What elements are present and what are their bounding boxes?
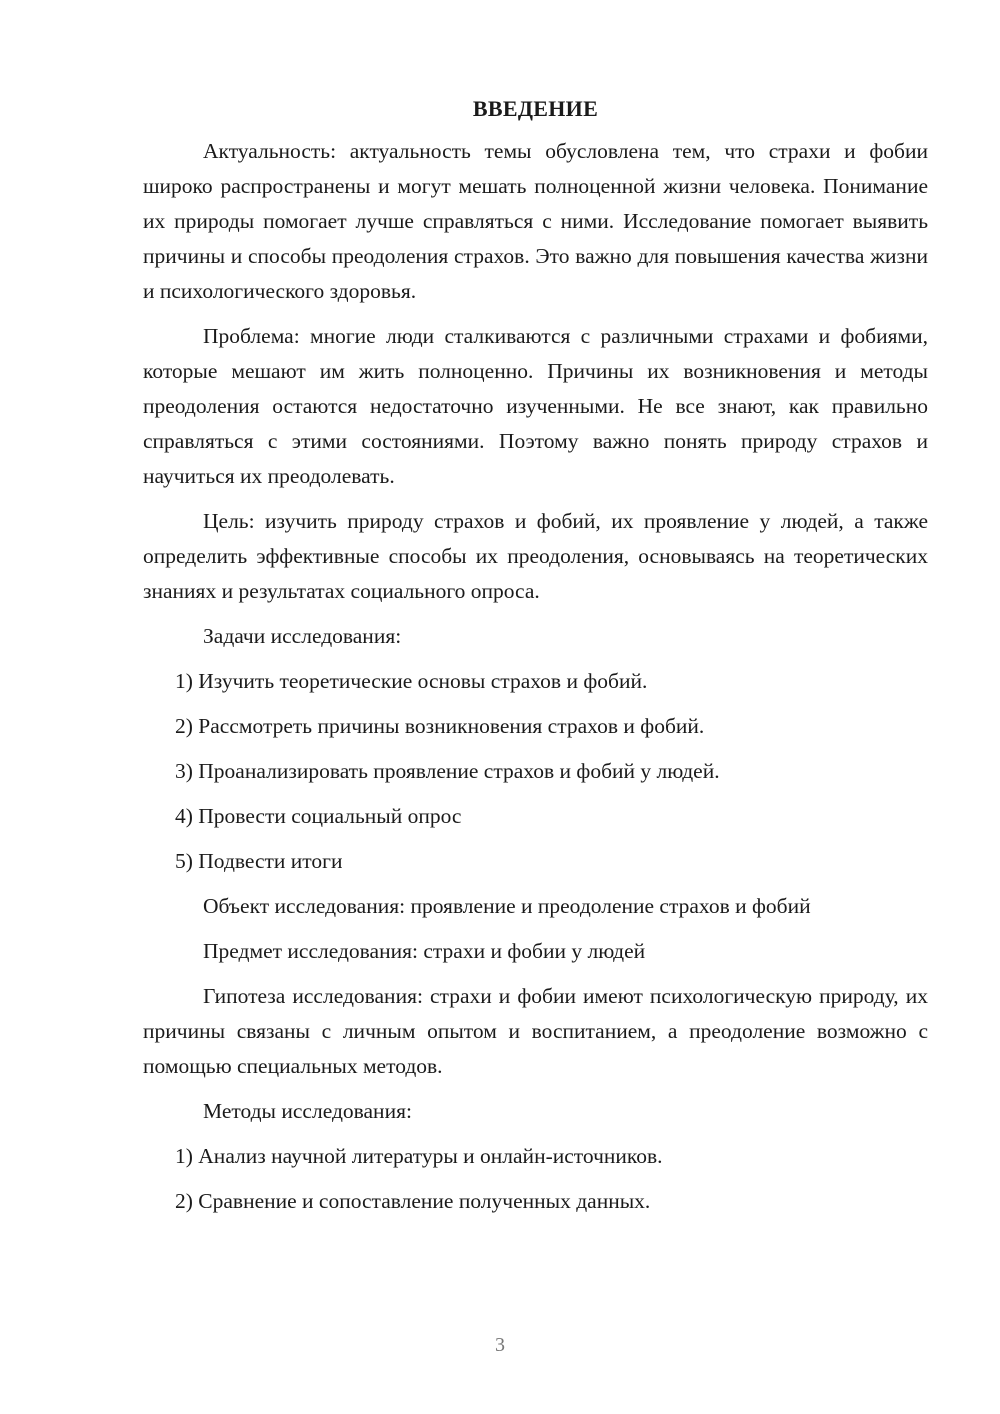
relevance-paragraph: Актуальность: актуальность темы обусловлена тем, что страхи и фобии широко распространены и могут мешать полноценной жизни человека. Понимание их природы помогает лучше справляться с ними. Исследование помогает выявить причины и способы преодоления страхов. Это важно для повышения качества жизни и психологического здоровья. xyxy=(143,139,928,303)
page-number: 3 xyxy=(495,1334,505,1356)
problem-paragraph: Проблема: многие люди сталкиваются с различными страхами и фобиями, которые мешают им жить полноценно. Причины их возникновения и методы преодоления остаются недостаточно изученными. Не все знают, как правильно справляться с этими состояниями. Поэтому важно понять природу страхов и научиться их преодолевать. xyxy=(143,324,928,488)
task-item: 1) Изучить теоретические основы страхов и фобий. xyxy=(175,669,648,693)
section-heading: ВВЕДЕНИЕ xyxy=(472,96,599,121)
object-line: Объект исследования: проявление и преодоление страхов и фобий xyxy=(203,894,811,918)
task-item: 3) Проанализировать проявление страхов и фобий у людей. xyxy=(175,759,720,783)
document-page xyxy=(143,94,928,1229)
method-item: 1) Анализ научной литературы и онлайн-источников. xyxy=(175,1144,663,1168)
task-item: 4) Провести социальный опрос xyxy=(175,804,462,828)
goal-paragraph: Цель: изучить природу страхов и фобий, их проявление у людей, а также определить эффективные способы их преодоления, основываясь на теоретических знаниях и результатах социального опроса. xyxy=(143,509,928,603)
methods-label: Методы исследования: xyxy=(203,1099,412,1123)
hypothesis-paragraph: Гипотеза исследования: страхи и фобии имеют психологическую природу, их причины связаны с личным опытом и воспитанием, а преодоление возможно с помощью специальных методов. xyxy=(143,984,928,1078)
task-item: 5) Подвести итоги xyxy=(175,849,343,873)
task-item: 2) Рассмотреть причины возникновения страхов и фобий. xyxy=(175,714,705,738)
tasks-label: Задачи исследования: xyxy=(203,624,402,648)
method-item: 2) Сравнение и сопоставление полученных данных. xyxy=(175,1189,651,1213)
subject-line: Предмет исследования: страхи и фобии у людей xyxy=(203,939,646,963)
